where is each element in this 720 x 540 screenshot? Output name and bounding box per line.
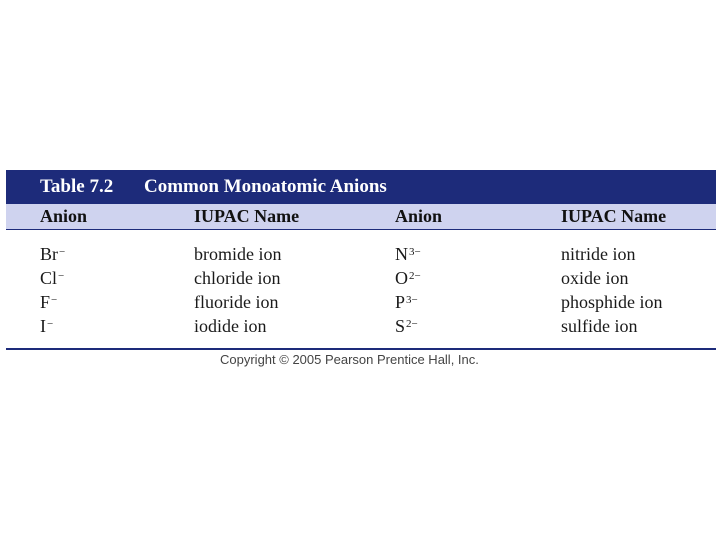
anion-name: phosphide ion — [561, 292, 663, 312]
anions-table — [6, 170, 716, 350]
anion-symbol: $N^{3-}$ — [395, 244, 421, 264]
table-title: Common Monoatomic Anions — [144, 176, 387, 197]
header-iupac-name-2: IUPAC Name — [561, 206, 667, 226]
header-anion-1: Anion — [40, 206, 88, 226]
anion-name: oxide ion — [561, 268, 629, 288]
anion-symbol: I− — [40, 316, 54, 336]
anion-symbol: F− — [40, 292, 58, 312]
table-row — [6, 314, 716, 338]
header-iupac-name-1: IUPAC Name — [194, 206, 300, 226]
anion-name: iodide ion — [194, 316, 267, 336]
table-row — [6, 266, 716, 290]
copyright-notice: Copyright © 2005 Pearson Prentice Hall, Inc. — [220, 352, 479, 367]
table-title-bar — [6, 170, 716, 204]
anion-symbol: Br− — [40, 244, 66, 264]
anion-name: chloride ion — [194, 268, 281, 288]
anion-symbol: $S^{2-}$ — [395, 316, 418, 336]
anion-symbol: $P^{3-}$ — [395, 292, 418, 312]
anion-name: bromide ion — [194, 244, 282, 264]
header-anion-2: Anion — [395, 206, 443, 226]
table-body — [6, 230, 716, 350]
anion-symbol: $O^{2-}$ — [395, 268, 421, 288]
anion-name: nitride ion — [561, 244, 636, 264]
table-number: Table 7.2 — [40, 176, 114, 197]
table-row — [6, 242, 716, 266]
anion-symbol: Cl− — [40, 268, 65, 288]
anion-name: sulfide ion — [561, 316, 638, 336]
table-header-row — [6, 204, 716, 230]
table-row — [6, 290, 716, 314]
anion-name: fluoride ion — [194, 292, 279, 312]
